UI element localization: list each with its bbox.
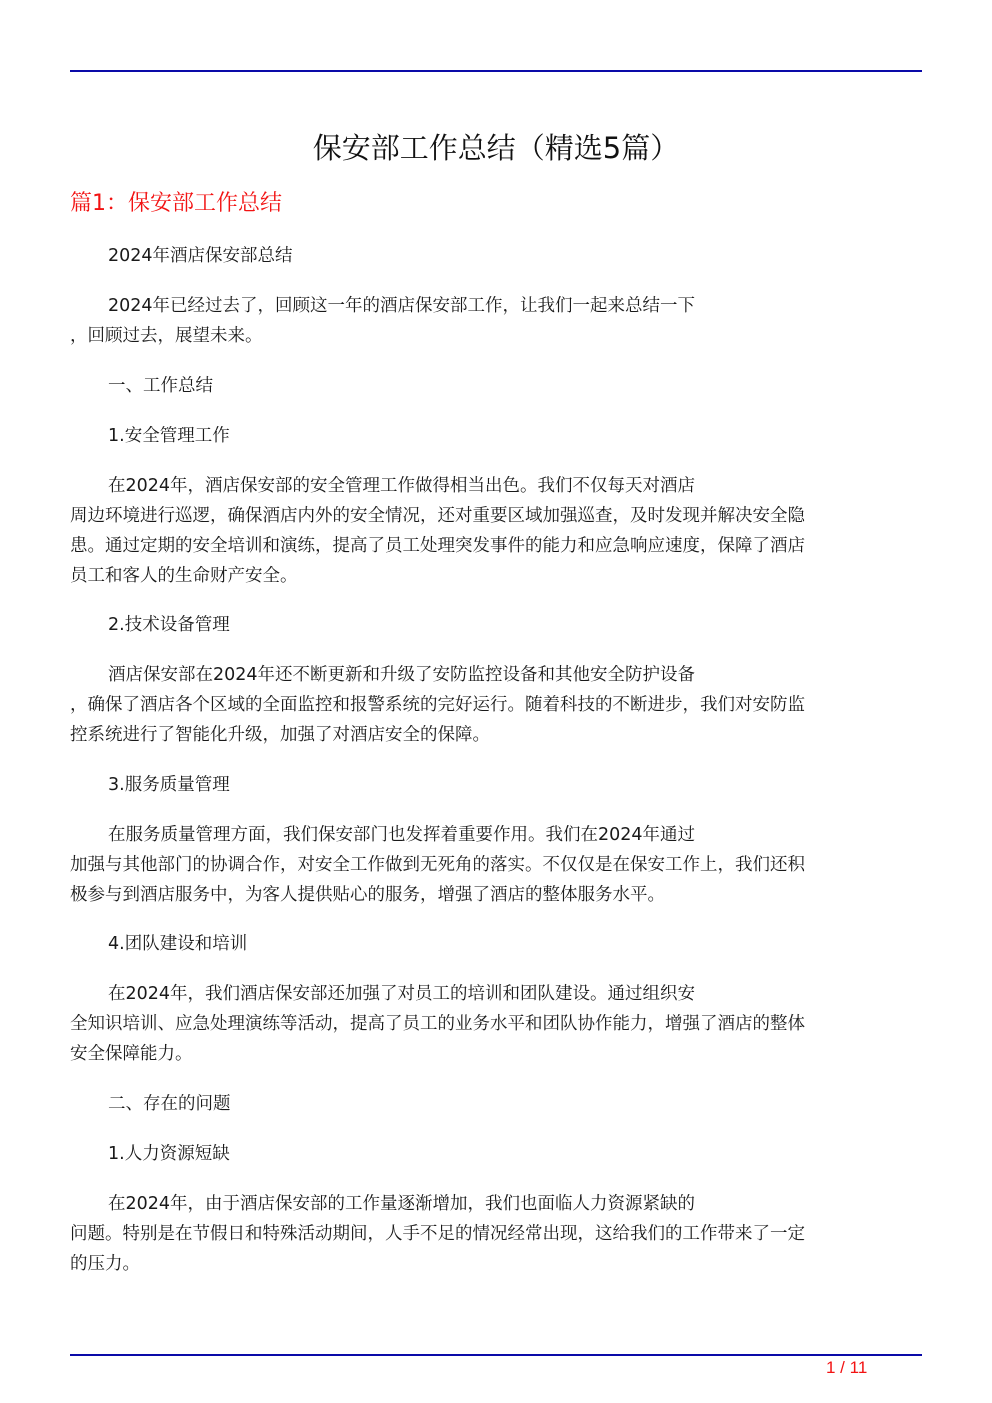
document-title: 保安部工作总结（精选5篇） <box>312 131 680 165</box>
heading-existing-problems <box>70 1089 912 1119</box>
paragraph-line: 一、工作总结 <box>108 376 213 396</box>
paragraph-line: 控系统进行了智能化升级，加强了对酒店安全的保障。 <box>70 725 490 745</box>
paragraph-line: 二、存在的问题 <box>108 1094 231 1114</box>
paragraph-line: 周边环境进行巡逻，确保酒店内外的安全情况，还对重要区域加强巡查，及时发现并解决安全隐 <box>70 506 805 526</box>
paragraph-staff-shortage <box>70 1189 912 1279</box>
paragraph-intro <box>70 291 912 351</box>
paragraph-line: 在服务质量管理方面，我们保安部门也发挥着重要作用。我们在2024年通过 <box>108 825 696 845</box>
paragraph-team-building <box>70 979 912 1069</box>
paragraph-line: 的压力。 <box>70 1254 140 1274</box>
paragraph-line: 问题。特别是在节假日和特殊活动期间，人手不足的情况经常出现，这给我们的工作带来了一定 <box>70 1224 805 1244</box>
paragraph-line: 全知识培训、应急处理演练等活动，提高了员工的业务水平和团队协作能力，增强了酒店的整体 <box>70 1014 805 1034</box>
paragraph-safety-management <box>70 471 912 591</box>
paragraph-line: 酒店保安部在2024年还不断更新和升级了安防监控设备和其他安全防护设备 <box>108 665 696 685</box>
paragraph-line: ，回顾过去，展望未来。 <box>70 326 263 346</box>
heading-service-quality <box>70 770 912 800</box>
heading-safety-management <box>70 421 912 451</box>
heading-work-summary <box>70 371 912 401</box>
heading-equipment-management <box>70 610 912 640</box>
paragraph-line: 2024年已经过去了，回顾这一年的酒店保安部工作，让我们一起来总结一下 <box>108 296 696 316</box>
footer-rule <box>70 1354 922 1356</box>
paragraph-line: 患。通过定期的安全培训和演练，提高了员工处理突发事件的能力和应急响应速度，保障了酒店 <box>70 536 805 556</box>
paragraph-line: 在2024年，我们酒店保安部还加强了对员工的培训和团队建设。通过组织安 <box>108 984 696 1004</box>
paragraph-service-quality <box>70 820 912 910</box>
paragraph-line: 在2024年，酒店保安部的安全管理工作做得相当出色。我们不仅每天对酒店 <box>108 476 696 496</box>
paragraph-line: 4.团队建设和培训 <box>108 934 248 954</box>
paragraph-line: 3.服务质量管理 <box>108 775 230 795</box>
paragraph-line: 2.技术设备管理 <box>108 615 230 635</box>
paragraph-line: 安全保障能力。 <box>70 1044 193 1064</box>
heading-team-building <box>70 929 912 959</box>
paragraph-line: 加强与其他部门的协调合作，对安全工作做到无死角的落实。不仅仅是在保安工作上，我们还积 <box>70 855 805 875</box>
paragraph-line: ，确保了酒店各个区域的全面监控和报警系统的完好运行。随着科技的不断进步，我们对安防监 <box>70 695 805 715</box>
header-rule <box>70 70 922 72</box>
paragraph-line: 1.安全管理工作 <box>108 426 230 446</box>
paragraph-line: 在2024年，由于酒店保安部的工作量逐渐增加，我们也面临人力资源紧缺的 <box>108 1194 696 1214</box>
paragraph-line: 极参与到酒店服务中，为客人提供贴心的服务，增强了酒店的整体服务水平。 <box>70 885 665 905</box>
page-number: 1 / 11 <box>826 1358 868 1377</box>
heading-staff-shortage <box>70 1139 912 1169</box>
paragraph-line: 员工和客人的生命财产安全。 <box>70 566 298 586</box>
section-heading: 篇1：保安部工作总结 <box>70 191 282 216</box>
paragraph-line: 2024年酒店保安部总结 <box>108 246 293 266</box>
paragraph-equipment-management <box>70 660 912 750</box>
paragraph-subtitle <box>70 241 912 271</box>
paragraph-line: 1.人力资源短缺 <box>108 1144 230 1164</box>
